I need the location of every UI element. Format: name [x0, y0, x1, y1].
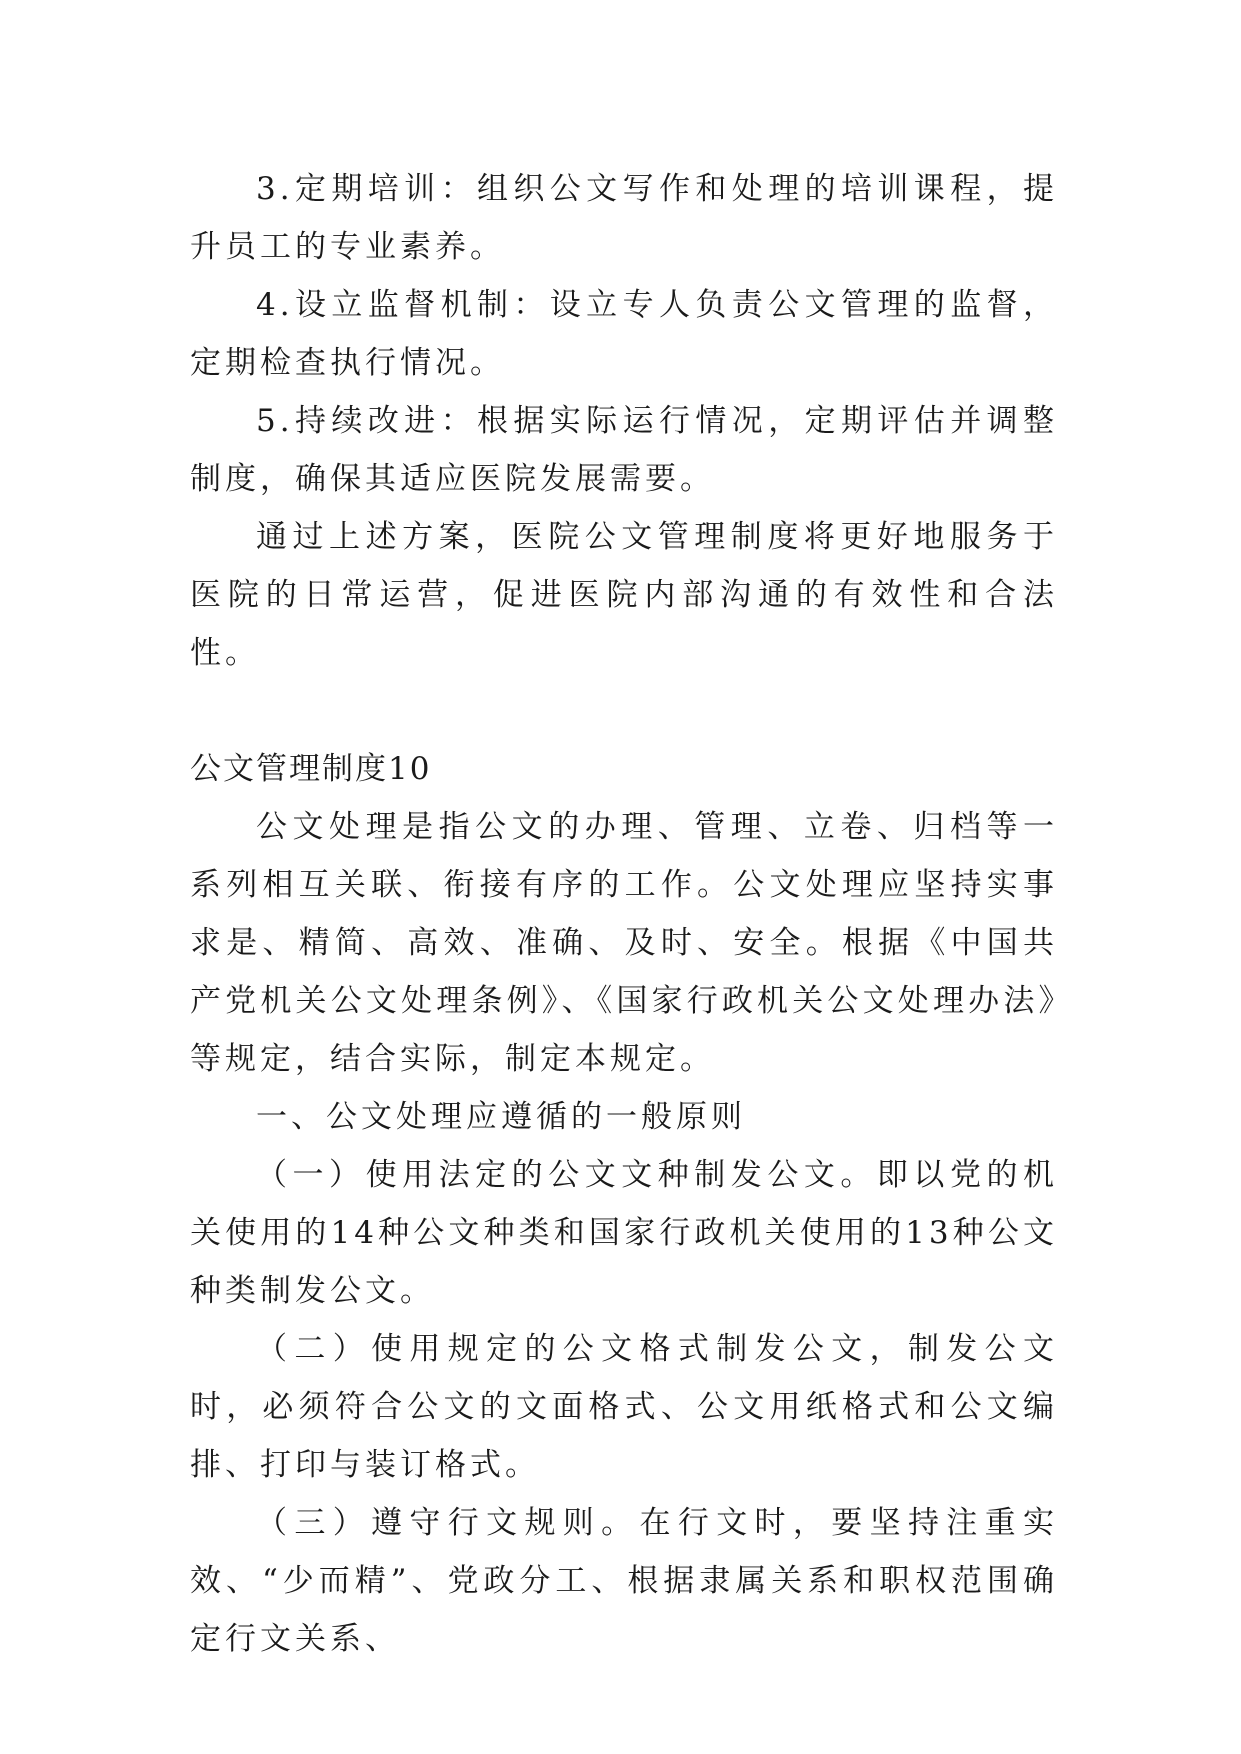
paragraph-principle-3: （三）遵守行文规则。在行文时，要坚持注重实效、“少而精”、党政分工、根据隶属关系和职权范围确定行文关系、 — [190, 1505, 1058, 1657]
document-body — [190, 160, 1058, 1668]
paragraph-improvement: 5.持续改进：根据实际运行情况，定期评估并调整制度，确保其适应医院发展需要。 — [190, 403, 1058, 497]
paragraph-training: 3.定期培训：组织公文写作和处理的培训课程，提升员工的专业素养。 — [190, 171, 1058, 265]
paragraph-supervision: 4.设立监督机制：设立专人负责公文管理的监督，定期检查执行情况。 — [190, 287, 1058, 381]
paragraph-conclusion: 通过上述方案，医院公文管理制度将更好地服务于医院的日常运营，促进医院内部沟通的有效性和合法性。 — [190, 519, 1058, 671]
paragraph-principle-2: （二）使用规定的公文格式制发公文，制发公文时，必须符合公文的文面格式、公文用纸格式和公文编排、打印与装订格式。 — [190, 1331, 1058, 1483]
paragraph-principles-title: 一、公文处理应遵循的一般原则 — [256, 1099, 746, 1135]
paragraph-intro: 公文处理是指公文的办理、管理、立卷、归档等一系列相互关联、衔接有序的工作。公文处理应坚持实事求是、精简、高效、准确、及时、安全。根据《中国共产党机关公文处理条例》、《国家行政机关公文处理办法》等规定，结合实际，制定本规定。 — [190, 809, 1058, 1077]
section-heading: 公文管理制度10 — [190, 751, 432, 787]
paragraph-principle-1: （一）使用法定的公文文种制发公文。即以党的机关使用的14种公文种类和国家行政机关使用的13种公文种类制发公文。 — [190, 1157, 1058, 1309]
